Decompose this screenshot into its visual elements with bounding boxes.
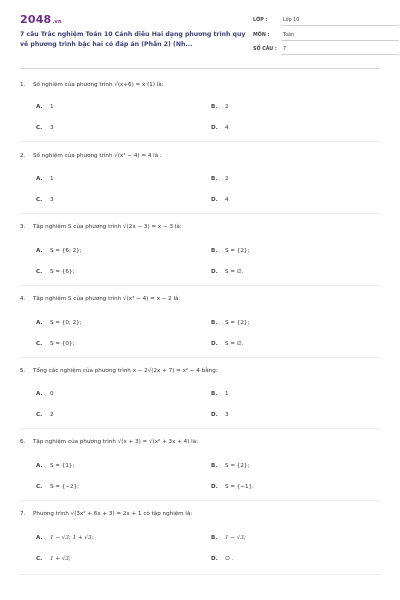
question-number: 6. <box>20 439 26 445</box>
option-text: 3 <box>50 197 54 203</box>
option-a[interactable] <box>36 535 93 541</box>
option-text: 2 <box>225 176 229 182</box>
option-letter: C. <box>36 125 43 131</box>
class-value: Lớp 10 <box>283 18 300 23</box>
option-a[interactable] <box>36 104 54 110</box>
option-text: S = {2}; <box>225 463 250 469</box>
option-letter: B. <box>211 176 218 182</box>
class-underline <box>281 25 399 26</box>
question-number: 2. <box>20 153 26 159</box>
option-text: S = {−2}; <box>50 484 80 490</box>
option-c[interactable] <box>36 125 54 131</box>
option-text: 1 <box>225 391 229 397</box>
option-a[interactable] <box>36 463 74 469</box>
question-text: Tập nghiệm S của phương trình √(2x − 3) = x − 3 là: <box>33 224 182 230</box>
option-text: 3 <box>50 125 54 131</box>
question-number: 7. <box>20 511 26 517</box>
option-letter: C. <box>36 341 43 347</box>
option-letter: A. <box>36 535 43 541</box>
option-letter: A. <box>36 176 43 182</box>
option-c[interactable] <box>36 341 74 347</box>
question-divider <box>20 574 380 575</box>
header-divider <box>20 68 380 69</box>
question-text: Số nghiệm của phương trình √(x+6) = x (1) là: <box>33 82 164 88</box>
question-number: 1. <box>20 82 26 88</box>
option-letter: B. <box>211 463 218 469</box>
option-text: 2 <box>50 412 54 418</box>
option-text: S = {6}; <box>50 269 75 275</box>
option-c[interactable] <box>36 556 71 562</box>
option-d[interactable] <box>211 412 229 418</box>
option-text: 1 <box>50 104 54 110</box>
question-number: 4. <box>20 296 26 302</box>
logo-text: 2048 <box>20 13 52 26</box>
question-divider <box>20 500 380 501</box>
class-label: LỚP : <box>253 18 268 23</box>
option-b[interactable] <box>211 104 229 110</box>
option-letter: D. <box>211 556 218 562</box>
question-number: 5. <box>20 368 26 374</box>
option-text: S = {0; 2}; <box>50 320 82 326</box>
option-text: ∅ . <box>225 556 234 562</box>
subject-label: MÔN : <box>253 33 270 38</box>
option-text: 1 + √3; <box>50 556 71 562</box>
logo-suffix: .vn <box>52 19 62 25</box>
option-d[interactable] <box>211 125 229 131</box>
option-c[interactable] <box>36 412 54 418</box>
option-text: 4 <box>225 197 229 203</box>
option-c[interactable] <box>36 269 74 275</box>
option-letter: D. <box>211 484 218 490</box>
option-a[interactable] <box>36 248 82 254</box>
option-letter: A. <box>36 463 43 469</box>
option-letter: D. <box>211 341 218 347</box>
count-label: SỐ CÂU : <box>253 47 277 52</box>
option-a[interactable] <box>36 391 54 397</box>
question-text: Tập nghiệm S của phương trình √(x² − 4) = x − 2 là: <box>33 296 181 302</box>
option-d[interactable] <box>211 484 254 490</box>
option-text: S = {2}; <box>225 248 250 254</box>
option-c[interactable] <box>36 484 79 490</box>
option-text: 0 <box>50 391 54 397</box>
option-text: 1 − √3; 1 + √3; <box>50 535 94 541</box>
subject-underline <box>281 40 399 41</box>
option-text: S = ∅. <box>225 341 244 347</box>
option-letter: C. <box>36 412 43 418</box>
option-b[interactable] <box>211 463 249 469</box>
option-letter: D. <box>211 197 218 203</box>
option-d[interactable] <box>211 556 233 562</box>
option-text: S = {1}; <box>50 463 75 469</box>
option-letter: D. <box>211 269 218 275</box>
option-b[interactable] <box>211 248 249 254</box>
option-d[interactable] <box>211 197 229 203</box>
option-text: 1 − √3; <box>225 535 246 541</box>
option-letter: B. <box>211 391 218 397</box>
option-text: S = {0}; <box>50 341 75 347</box>
option-letter: C. <box>36 269 43 275</box>
question-text: Tập nghiệm của phương trình √(x + 3) = √(x² + 3x + 4) là: <box>33 439 199 445</box>
question-text: Số nghiệm của phương trình √(x² − 4) = 4 là : <box>33 153 162 159</box>
option-d[interactable] <box>211 269 243 275</box>
question-divider <box>20 285 380 286</box>
option-letter: B. <box>211 248 218 254</box>
option-text: 1 <box>50 176 54 182</box>
site-logo[interactable] <box>20 13 62 26</box>
option-text: S = {−1}. <box>225 484 254 490</box>
option-letter: D. <box>211 412 218 418</box>
option-letter: A. <box>36 391 43 397</box>
count-underline <box>281 54 399 55</box>
option-letter: B. <box>211 104 218 110</box>
question-number: 3. <box>20 224 26 230</box>
question-divider <box>20 213 380 214</box>
option-letter: C. <box>36 484 43 490</box>
option-c[interactable] <box>36 197 54 203</box>
option-letter: A. <box>36 104 43 110</box>
option-b[interactable] <box>211 320 249 326</box>
option-letter: B. <box>211 320 218 326</box>
subject-value: Toán <box>283 33 295 38</box>
option-text: 3 <box>225 412 229 418</box>
question-divider <box>20 428 380 429</box>
document-title: 7 câu Trắc nghiệm Toán 10 Cánh diều Hai dạng phương trình quy về phương trình bậc hai có đáp án (Phần 2) (Nh... <box>20 31 246 48</box>
option-letter: C. <box>36 556 43 562</box>
option-letter: D. <box>211 125 218 131</box>
option-text: S = {2}; <box>225 320 250 326</box>
option-letter: C. <box>36 197 43 203</box>
option-text: 2 <box>225 104 229 110</box>
option-d[interactable] <box>211 341 243 347</box>
question-divider <box>20 141 380 142</box>
option-letter: A. <box>36 320 43 326</box>
question-divider <box>20 357 380 358</box>
option-text: 4 <box>225 125 229 131</box>
option-b[interactable] <box>211 176 229 182</box>
option-letter: A. <box>36 248 43 254</box>
question-text: Tổng các nghiệm của phương trình x − 2√(2x + 7) = x² − 4 bằng: <box>33 368 218 374</box>
option-a[interactable] <box>36 176 54 182</box>
option-b[interactable] <box>211 535 246 541</box>
option-a[interactable] <box>36 320 82 326</box>
option-b[interactable] <box>211 391 229 397</box>
option-text: S = {6; 2}; <box>50 248 82 254</box>
option-text: S = ∅. <box>225 269 244 275</box>
count-value: 7 <box>283 47 287 52</box>
option-letter: B. <box>211 535 218 541</box>
question-text: Phương trình √(3x² + 6x + 3) = 2x + 1 có tập nghiệm là: <box>33 511 193 517</box>
